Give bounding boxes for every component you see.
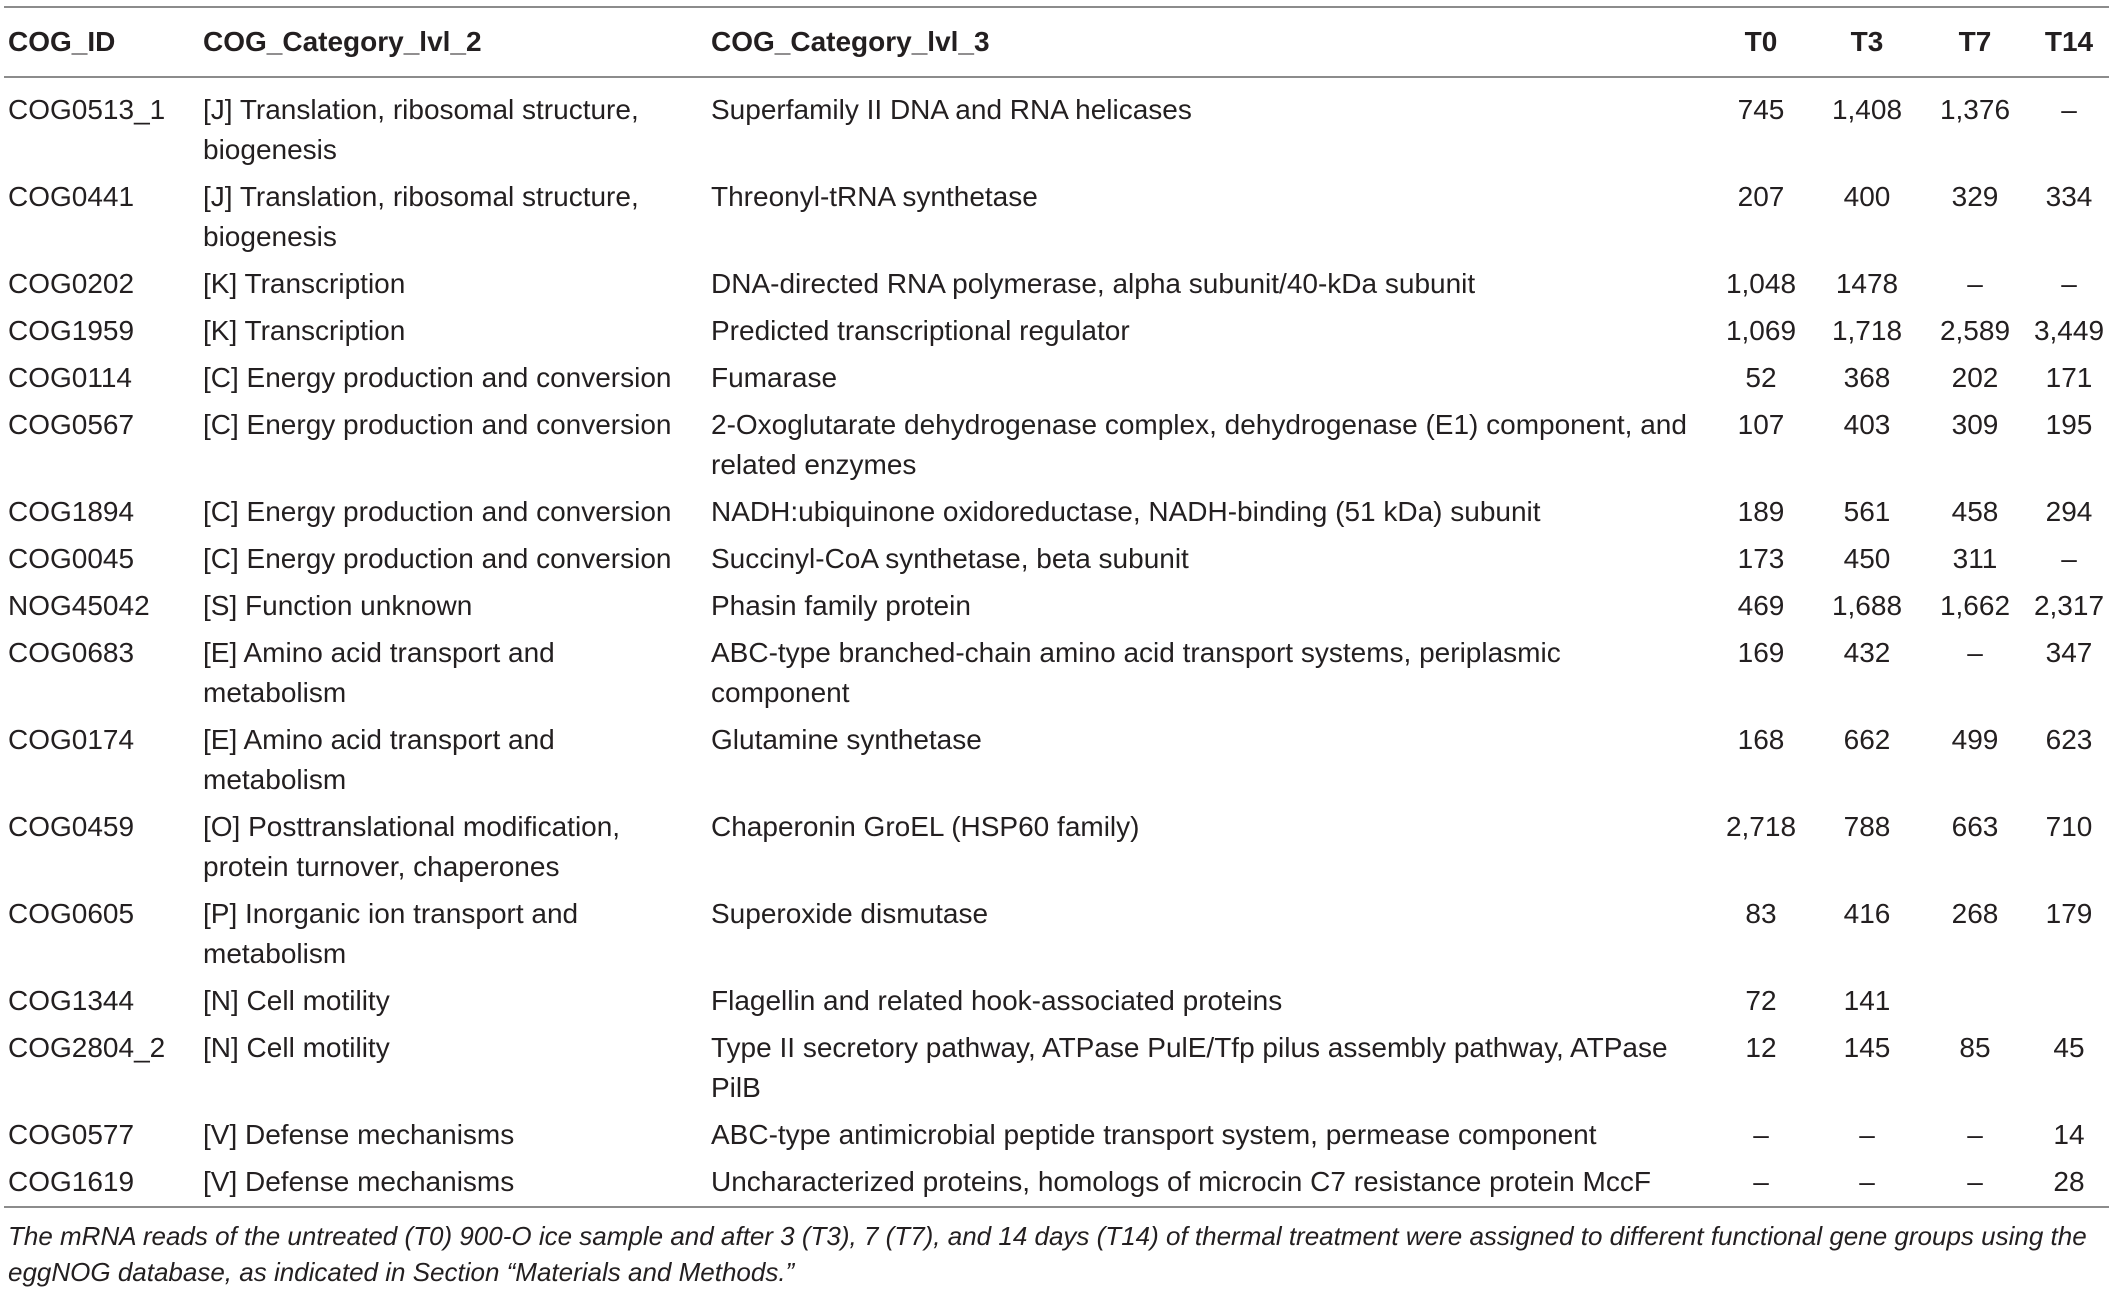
cell-t0: 168 — [1737, 724, 1785, 755]
table-row — [4, 626, 2109, 713]
cell-t14: 334 — [2045, 181, 2093, 212]
cell-t0: 207 — [1737, 181, 1785, 212]
cell-category-lvl2: [V] Defense mechanisms — [203, 1166, 515, 1197]
cell-t7: 663 — [1951, 811, 1999, 842]
table-footnote: The mRNA reads of the untreated (T0) 900-O ice sample and after 3 (T3), 7 (T7), and 14 days (T14) of thermal treatment were assigned to different functional gene groups using the eggNOG database, as indicated in Section “Materials and Methods.” — [8, 1221, 2087, 1287]
header-t7: T7 — [1958, 26, 1992, 57]
cell-category-lvl2: [C] Energy production and conversion — [203, 409, 672, 440]
cell-category-lvl3: Phasin family protein — [711, 590, 971, 621]
cell-t3: 788 — [1843, 811, 1891, 842]
cell-category-lvl3: Superfamily II DNA and RNA helicases — [711, 94, 1192, 125]
cell-t3: 1478 — [1835, 268, 1899, 299]
table-header — [4, 7, 2109, 77]
cell-category-lvl2: [C] Energy production and conversion — [203, 543, 672, 574]
cell-category-lvl3: Succinyl-CoA synthetase, beta subunit — [711, 543, 1189, 574]
cell-t3: 561 — [1843, 496, 1891, 527]
cell-cog-id: COG1894 — [8, 496, 135, 527]
cell-category-lvl2: [E] Amino acid transport and metabolism — [203, 637, 555, 708]
cell-category-lvl3: Superoxide dismutase — [711, 898, 989, 929]
cell-cog-id: COG0513_1 — [8, 94, 166, 125]
cell-t0: 469 — [1737, 590, 1785, 621]
table-row — [4, 713, 2109, 800]
cell-t3: 1,688 — [1831, 590, 1903, 621]
cell-category-lvl3: Threonyl-tRNA synthetase — [711, 181, 1038, 212]
cell-t7: 85 — [1959, 1032, 1991, 1063]
cell-t0: 189 — [1737, 496, 1785, 527]
cell-category-lvl2: [K] Transcription — [203, 315, 406, 346]
cell-cog-id: COG0683 — [8, 637, 135, 668]
cell-category-lvl2: [C] Energy production and conversion — [203, 496, 672, 527]
cell-category-lvl3: Predicted transcriptional regulator — [711, 315, 1130, 346]
cell-t3: 145 — [1843, 1032, 1891, 1063]
cell-category-lvl3: Glutamine synthetase — [711, 724, 982, 755]
cog-table — [4, 6, 2109, 1290]
cell-category-lvl3: ABC-type antimicrobial peptide transport system, permease component — [711, 1119, 1597, 1150]
cell-t14: 2,317 — [2033, 590, 2105, 621]
cell-t14: 28 — [2053, 1166, 2085, 1197]
cell-t14: 347 — [2045, 637, 2093, 668]
cell-t3: 368 — [1843, 362, 1891, 393]
cell-t14: 14 — [2053, 1119, 2085, 1150]
cell-t0: 173 — [1737, 543, 1785, 574]
cell-t14: 171 — [2045, 362, 2093, 393]
cell-t14: 294 — [2045, 496, 2093, 527]
cell-t7: 1,662 — [1939, 590, 2011, 621]
cell-category-lvl3: Type II secretory pathway, ATPase PulE/Tfp pilus assembly pathway, ATPase PilB — [711, 1032, 1668, 1103]
cell-t14: 195 — [2045, 409, 2093, 440]
cell-category-lvl2: [N] Cell motility — [203, 985, 390, 1016]
cell-category-lvl2: [C] Energy production and conversion — [203, 362, 672, 393]
table-row — [4, 800, 2109, 887]
cell-cog-id: COG0441 — [8, 181, 135, 212]
table-row — [4, 170, 2109, 257]
cell-t7: 1,376 — [1939, 94, 2011, 125]
cell-t3: 1,718 — [1831, 315, 1903, 346]
header-t14: T14 — [2044, 26, 2094, 57]
cell-cog-id: COG0605 — [8, 898, 135, 929]
footnote-row — [4, 1207, 2109, 1290]
cell-t0: 1,048 — [1725, 268, 1797, 299]
cell-cog-id: COG1619 — [8, 1166, 135, 1197]
table-row — [4, 351, 2109, 398]
cell-t3: – — [1859, 1119, 1875, 1150]
cell-t3: 416 — [1843, 898, 1891, 929]
table-row — [4, 304, 2109, 351]
cell-t0: 83 — [1745, 898, 1777, 929]
cell-t7: 268 — [1951, 898, 1999, 929]
header-row — [4, 7, 2109, 77]
table-row — [4, 1155, 2109, 1207]
cell-t14: 3,449 — [2033, 315, 2105, 346]
cell-t14: 45 — [2053, 1032, 2085, 1063]
cell-t3: 141 — [1843, 985, 1891, 1016]
cell-t7: – — [1967, 1119, 1983, 1150]
table-row — [4, 887, 2109, 974]
cell-t0: – — [1753, 1166, 1769, 1197]
cell-t7: 2,589 — [1939, 315, 2011, 346]
cell-t14: – — [2061, 94, 2077, 125]
cell-t14: 710 — [2045, 811, 2093, 842]
cell-category-lvl2: [K] Transcription — [203, 268, 406, 299]
cell-t0: 1,069 — [1725, 315, 1797, 346]
cell-t3: 403 — [1843, 409, 1891, 440]
cell-t7: – — [1967, 268, 1983, 299]
cell-t14: – — [2061, 268, 2077, 299]
cell-cog-id: COG2804_2 — [8, 1032, 166, 1063]
cell-cog-id: COG1344 — [8, 985, 135, 1016]
cell-category-lvl2: [J] Translation, ribosomal structure, biogenesis — [203, 94, 639, 165]
cell-category-lvl3: Chaperonin GroEL (HSP60 family) — [711, 811, 1140, 842]
cell-t7: 329 — [1951, 181, 1999, 212]
cell-t0: 169 — [1737, 637, 1785, 668]
cell-category-lvl2: [O] Posttranslational modification, protein turnover, chaperones — [203, 811, 621, 882]
cell-category-lvl2: [E] Amino acid transport and metabolism — [203, 724, 555, 795]
cell-t0: 52 — [1745, 362, 1777, 393]
cell-t14: 179 — [2045, 898, 2093, 929]
cell-category-lvl3: Flagellin and related hook-associated proteins — [711, 985, 1283, 1016]
cell-t3: 1,408 — [1831, 94, 1903, 125]
table-row — [4, 1108, 2109, 1155]
cell-category-lvl2: [S] Function unknown — [203, 590, 473, 621]
cell-t14 — [2029, 974, 2109, 1021]
cell-t0: 12 — [1745, 1032, 1777, 1063]
cell-t7: – — [1967, 1166, 1983, 1197]
table-row — [4, 485, 2109, 532]
cell-t7: 458 — [1951, 496, 1999, 527]
cell-t7: 499 — [1951, 724, 1999, 755]
cell-t0: 745 — [1737, 94, 1785, 125]
header-cog-id: COG_ID — [8, 26, 116, 57]
cell-category-lvl3: Uncharacterized proteins, homologs of microcin C7 resistance protein MccF — [711, 1166, 1651, 1197]
cell-category-lvl3: NADH:ubiquinone oxidoreductase, NADH-binding (51 kDa) subunit — [711, 496, 1541, 527]
cell-category-lvl2: [J] Translation, ribosomal structure, biogenesis — [203, 181, 639, 252]
cell-cog-id: COG0577 — [8, 1119, 135, 1150]
cell-category-lvl3: ABC-type branched-chain amino acid transport systems, periplasmic component — [711, 637, 1561, 708]
cell-category-lvl2: [P] Inorganic ion transport and metabolism — [203, 898, 579, 969]
cell-cog-id: COG1959 — [8, 315, 135, 346]
cell-t0: 2,718 — [1725, 811, 1797, 842]
cell-t3: 662 — [1843, 724, 1891, 755]
header-category-lvl2: COG_Category_lvl_2 — [203, 26, 482, 57]
table-row — [4, 77, 2109, 170]
header-category-lvl3: COG_Category_lvl_3 — [711, 26, 990, 57]
table-row — [4, 532, 2109, 579]
cell-cog-id: COG0174 — [8, 724, 135, 755]
cell-t3: 432 — [1843, 637, 1891, 668]
cell-category-lvl3: DNA-directed RNA polymerase, alpha subunit/40-kDa subunit — [711, 268, 1476, 299]
table-footer — [4, 1207, 2109, 1290]
cell-t14: – — [2061, 543, 2077, 574]
cell-cog-id: COG0202 — [8, 268, 135, 299]
cell-t0: 107 — [1737, 409, 1785, 440]
table-row — [4, 974, 2109, 1021]
cell-category-lvl2: [N] Cell motility — [203, 1032, 390, 1063]
cell-t7: 202 — [1951, 362, 1999, 393]
cell-category-lvl3: 2-Oxoglutarate dehydrogenase complex, dehydrogenase (E1) component, and related enzymes — [711, 409, 1687, 480]
cell-category-lvl3: Fumarase — [711, 362, 838, 393]
header-t0: T0 — [1744, 26, 1778, 57]
cell-t7: 309 — [1951, 409, 1999, 440]
header-t3: T3 — [1850, 26, 1884, 57]
table-body — [4, 77, 2109, 1207]
table-row — [4, 398, 2109, 485]
cell-cog-id: COG0045 — [8, 543, 135, 574]
cell-t7: – — [1967, 637, 1983, 668]
cell-cog-id: COG0459 — [8, 811, 135, 842]
cell-t7: 311 — [1952, 543, 1998, 574]
table-row — [4, 257, 2109, 304]
table-row — [4, 579, 2109, 626]
cell-cog-id: COG0567 — [8, 409, 135, 440]
cell-t3: – — [1859, 1166, 1875, 1197]
cell-t3: 400 — [1843, 181, 1891, 212]
cell-category-lvl2: [V] Defense mechanisms — [203, 1119, 515, 1150]
cell-cog-id: NOG45042 — [8, 590, 150, 621]
table-row — [4, 1021, 2109, 1108]
cell-t7 — [1921, 974, 2029, 1021]
cell-t3: 450 — [1843, 543, 1891, 574]
cell-t14: 623 — [2045, 724, 2093, 755]
cell-cog-id: COG0114 — [8, 362, 132, 393]
cell-t0: – — [1753, 1119, 1769, 1150]
cell-t0: 72 — [1745, 985, 1777, 1016]
